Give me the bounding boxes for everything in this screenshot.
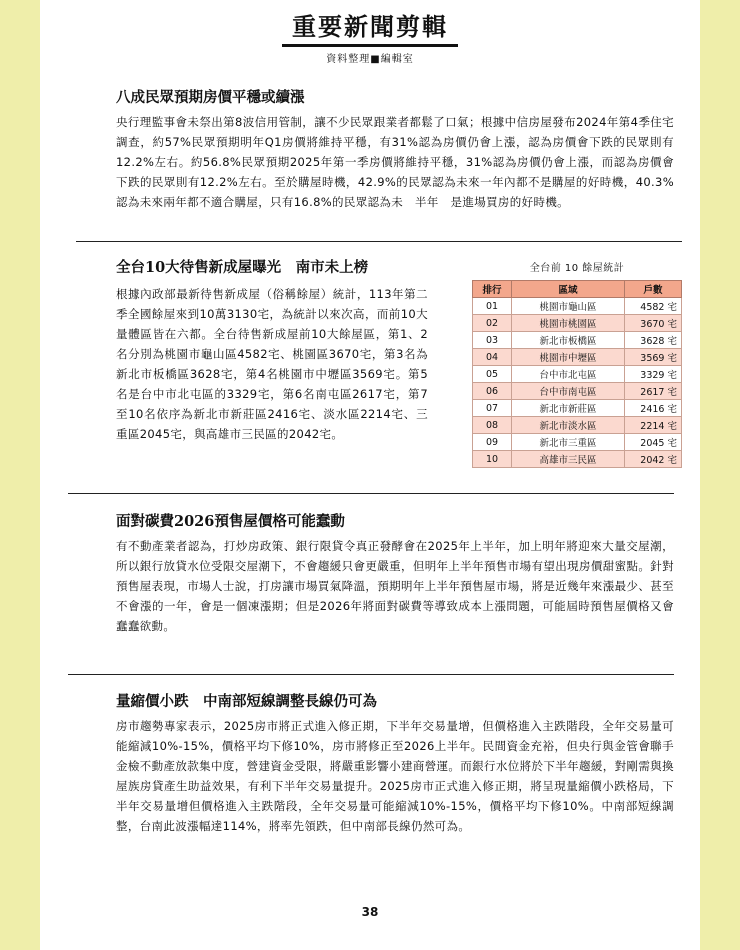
area-cell: 桃園市桃園區 bbox=[512, 315, 625, 332]
count-cell: 2045 宅 bbox=[625, 434, 682, 451]
count-cell: 2617 宅 bbox=[625, 383, 682, 400]
surplus-table-box bbox=[472, 259, 682, 468]
area-cell: 高雄市三民區 bbox=[512, 451, 625, 468]
article-2-body: 根據內政部最新待售新成屋（俗稱餘屋）統計，113年第二季全國餘屋來到10萬3130宅，為統計以來次高，而前10大量體區皆在六都。全台待售新成屋前10大餘屋區，第1、2名分別為桃園市龜山區4582宅、桃園區3670宅，第3名為新北市板橋區3628宅，第4名桃園市中壢區3569宅。第5名是台中市北屯區的3329宅，第6名南屯區2617宅，第7至10名依序為新北市新莊區2416宅、淡水區2214宅、三重區2045宅，與高雄市三民區的2042宅。 bbox=[116, 287, 428, 441]
table-caption: 全台前 10 餘屋統計 bbox=[529, 263, 625, 274]
count-cell: 2214 宅 bbox=[625, 417, 682, 434]
table-row bbox=[473, 400, 682, 417]
table-row bbox=[473, 349, 682, 366]
rank-cell: 05 bbox=[473, 366, 512, 383]
count-cell: 2042 宅 bbox=[625, 451, 682, 468]
area-cell: 新北市新莊區 bbox=[512, 400, 625, 417]
table-row bbox=[473, 298, 682, 315]
divider-2 bbox=[68, 493, 674, 494]
article-4 bbox=[116, 692, 674, 836]
divider-1 bbox=[76, 241, 682, 242]
article-2 bbox=[116, 258, 428, 444]
area-cell: 桃園市中壢區 bbox=[512, 349, 625, 366]
article-2-heading: 全台10大待售新成屋曝光 南市未上榜 bbox=[116, 259, 369, 276]
area-cell: 新北市淡水區 bbox=[512, 417, 625, 434]
header-area: 區域 bbox=[512, 281, 625, 298]
table-row bbox=[473, 332, 682, 349]
article-1 bbox=[116, 88, 674, 212]
rank-cell: 08 bbox=[473, 417, 512, 434]
table-row bbox=[473, 434, 682, 451]
header-count: 戶數 bbox=[625, 281, 682, 298]
rank-cell: 03 bbox=[473, 332, 512, 349]
rank-cell: 10 bbox=[473, 451, 512, 468]
article-3 bbox=[116, 512, 674, 636]
article-1-body: 央行理監事會未祭出第8波信用管制，讓不少民眾跟業者都鬆了口氣；根據中信房屋發布2024年第4季住宅調查，約57%民眾預期明年Q1房價將維持平穩，有31%認為房價仍會上漲，認為房價會下跌的民眾則有12.2%左右。約56.8%民眾預期2025年第一季房價將維持平穩，31%認為房價仍會上漲，而認為房價會下跌的民眾則有12.2%左右。至於購屋時機，42.9%的民眾認為未來一年內都不是購屋的好時機，40.3%認為未來兩年都不適合購屋，只有16.8%的民眾認為未 半年 是進場買房的好時機。 bbox=[116, 115, 674, 209]
table-row bbox=[473, 417, 682, 434]
header-rank: 排行 bbox=[473, 281, 512, 298]
rank-cell: 04 bbox=[473, 349, 512, 366]
count-cell: 3670 宅 bbox=[625, 315, 682, 332]
rank-cell: 01 bbox=[473, 298, 512, 315]
masthead bbox=[40, 12, 700, 65]
area-cell: 台中市北屯區 bbox=[512, 366, 625, 383]
article-3-heading: 面對碳費2026預售屋價格可能蠢動 bbox=[116, 513, 345, 530]
count-cell: 4582 宅 bbox=[625, 298, 682, 315]
rank-cell: 06 bbox=[473, 383, 512, 400]
article-4-heading: 量縮價小跌 中南部短線調整長線仍可為 bbox=[116, 693, 377, 710]
rank-cell: 07 bbox=[473, 400, 512, 417]
table-row bbox=[473, 315, 682, 332]
rank-cell: 02 bbox=[473, 315, 512, 332]
surplus-table bbox=[472, 280, 682, 468]
masthead-subtitle: 資料整理■編輯室 bbox=[326, 54, 414, 65]
page bbox=[40, 0, 700, 950]
table-row bbox=[473, 366, 682, 383]
article-1-heading: 八成民眾預期房價平穩或續漲 bbox=[116, 89, 305, 106]
page-number: 38 bbox=[361, 905, 379, 919]
area-cell: 新北市板橋區 bbox=[512, 332, 625, 349]
count-cell: 2416 宅 bbox=[625, 400, 682, 417]
table-row bbox=[473, 451, 682, 468]
count-cell: 3628 宅 bbox=[625, 332, 682, 349]
article-4-body: 房市趨勢專家表示，2025房市將正式進入修正期，下半年交易量增，但價格進入主跌階段，全年交易量可能縮減10%-15%，價格平均下修10%，房市將修正至2026上半年。民間資金充裕，但央行與金管會聯手金檢不動產放款集中度，營建資金受限，將嚴重影響小建商營運。而銀行水位將於下半年趨緩，對剛需與換屋族房貸產生助益效果，有利下半年交易量提升。2025房市正式進入修正期，將呈現量縮價小跌格局，下半年交易量增但價格進入主跌階段，全年交易量可能縮減10%-15%，價格平均下修10%。中南部短線調整，台南此波漲幅達114%，將率先領跌，但中南部長線仍然可為。 bbox=[116, 719, 674, 833]
count-cell: 3329 宅 bbox=[625, 366, 682, 383]
divider-3 bbox=[68, 674, 674, 675]
table-row bbox=[473, 383, 682, 400]
table-header-row bbox=[473, 281, 682, 298]
area-cell: 台中市南屯區 bbox=[512, 383, 625, 400]
count-cell: 3569 宅 bbox=[625, 349, 682, 366]
masthead-title: 重要新聞剪輯 bbox=[282, 12, 458, 47]
area-cell: 桃園市龜山區 bbox=[512, 298, 625, 315]
area-cell: 新北市三重區 bbox=[512, 434, 625, 451]
rank-cell: 09 bbox=[473, 434, 512, 451]
article-3-body: 有不動產業者認為，打炒房政策、銀行限貸令真正發酵會在2025年上半年，加上明年將迎來大量交屋潮，所以銀行放貸水位受限交屋潮下，不會趨緩只會更嚴重，但明年上半年預售市場有望出現房價甜蜜點。針對預售屋表現，市場人士說，打房讓市場買氣降溫，預期明年上半年預售屋市場，將是近幾年來漲最少、甚至不會漲的一年，會是一個凍漲期；但是2026年將面對碳費等導致成本上漲問題，可能屆時預售屋價格又會蠢蠢欲動。 bbox=[116, 539, 674, 633]
